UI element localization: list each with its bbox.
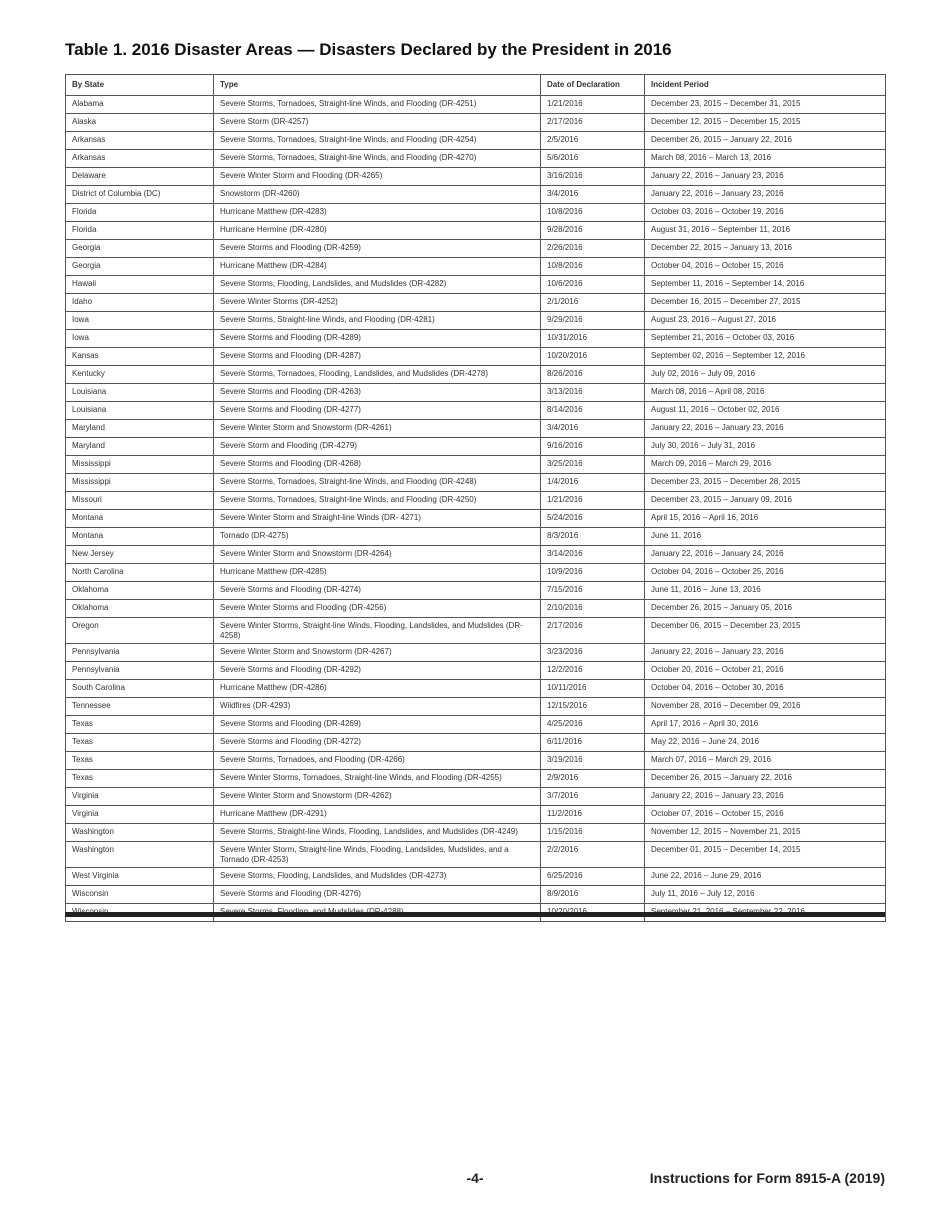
cell-period: May 22, 2016 – June 24, 2016 (645, 734, 886, 752)
cell-date: 3/13/2016 (541, 384, 645, 402)
cell-state: Pennsylvania (66, 662, 214, 680)
cell-date: 5/24/2016 (541, 510, 645, 528)
cell-state: Missouri (66, 492, 214, 510)
cell-state: Mississippi (66, 456, 214, 474)
cell-type: Severe Winter Storms (DR-4252) (214, 294, 541, 312)
cell-period: July 30, 2016 – July 31, 2016 (645, 438, 886, 456)
cell-state: New Jersey (66, 546, 214, 564)
cell-date: 4/25/2016 (541, 716, 645, 734)
cell-date: 3/23/2016 (541, 644, 645, 662)
cell-state: Kansas (66, 348, 214, 366)
cell-date: 8/9/2016 (541, 886, 645, 904)
column-header-period: Incident Period (645, 75, 886, 96)
cell-period: June 11, 2016 – June 13, 2016 (645, 582, 886, 600)
cell-period: July 02, 2016 – July 09, 2016 (645, 366, 886, 384)
cell-date: 3/16/2016 (541, 168, 645, 186)
cell-date: 3/14/2016 (541, 546, 645, 564)
cell-type: Severe Storms, Straight-line Winds, and Flooding (DR-4281) (214, 312, 541, 330)
table-row (66, 528, 886, 546)
cell-type: Tornado (DR-4275) (214, 528, 541, 546)
table-row (66, 186, 886, 204)
cell-type: Hurricane Hermine (DR-4280) (214, 222, 541, 240)
cell-state: Arkansas (66, 132, 214, 150)
cell-state: Washington (66, 824, 214, 842)
cell-period: October 04, 2016 – October 25, 2016 (645, 564, 886, 582)
table-row (66, 618, 886, 644)
cell-date: 3/4/2016 (541, 420, 645, 438)
cell-period: January 22, 2016 – January 24, 2016 (645, 546, 886, 564)
table-row (66, 546, 886, 564)
cell-period: August 11, 2016 – October 02, 2016 (645, 402, 886, 420)
cell-state: Virginia (66, 788, 214, 806)
cell-date: 2/5/2016 (541, 132, 645, 150)
table-row (66, 662, 886, 680)
table-row (66, 510, 886, 528)
table-row (66, 824, 886, 842)
cell-state: South Carolina (66, 680, 214, 698)
cell-period: September 02, 2016 – September 12, 2016 (645, 348, 886, 366)
cell-period: January 22, 2016 – January 23, 2016 (645, 644, 886, 662)
cell-period: January 22, 2016 – January 23, 2016 (645, 788, 886, 806)
table-row (66, 698, 886, 716)
table-row (66, 680, 886, 698)
cell-date: 6/11/2016 (541, 734, 645, 752)
cell-date: 10/31/2016 (541, 330, 645, 348)
cell-date: 3/7/2016 (541, 788, 645, 806)
table-row (66, 294, 886, 312)
cell-state: North Carolina (66, 564, 214, 582)
table-row (66, 276, 886, 294)
cell-state: West Virginia (66, 868, 214, 886)
cell-type: Severe Storms, Straight-line Winds, Flooding, Landslides, and Mudslides (DR-4249) (214, 824, 541, 842)
cell-period: January 22, 2016 – January 23, 2016 (645, 186, 886, 204)
cell-date: 1/15/2016 (541, 824, 645, 842)
cell-state: Idaho (66, 294, 214, 312)
cell-period: December 26, 2015 – January 22, 2016 (645, 770, 886, 788)
cell-state: Arkansas (66, 150, 214, 168)
cell-state: Montana (66, 528, 214, 546)
cell-date: 10/8/2016 (541, 204, 645, 222)
table-row (66, 644, 886, 662)
cell-type: Severe Storms and Flooding (DR-4272) (214, 734, 541, 752)
cell-period: March 09, 2016 – March 29, 2016 (645, 456, 886, 474)
cell-period: August 31, 2016 – September 11, 2016 (645, 222, 886, 240)
form-title: Instructions for Form 8915-A (2019) (649, 1170, 885, 1186)
table-row (66, 96, 886, 114)
cell-state: Washington (66, 842, 214, 868)
cell-date: 10/6/2016 (541, 276, 645, 294)
table-row (66, 168, 886, 186)
cell-period: November 12, 2015 – November 21, 2015 (645, 824, 886, 842)
cell-period: July 11, 2016 – July 12, 2016 (645, 886, 886, 904)
cell-period: June 11, 2016 (645, 528, 886, 546)
table-row (66, 456, 886, 474)
cell-date: 10/11/2016 (541, 680, 645, 698)
cell-state: Texas (66, 752, 214, 770)
cell-state: Alaska (66, 114, 214, 132)
cell-state: Florida (66, 204, 214, 222)
cell-type: Severe Winter Storm and Flooding (DR-4265) (214, 168, 541, 186)
cell-date: 10/9/2016 (541, 564, 645, 582)
cell-state: Maryland (66, 420, 214, 438)
cell-type: Severe Storms, Tornadoes, Straight-line Winds, and Flooding (DR-4270) (214, 150, 541, 168)
cell-state: Wisconsin (66, 886, 214, 904)
cell-state: Louisiana (66, 402, 214, 420)
cell-date: 8/26/2016 (541, 366, 645, 384)
disaster-areas-table (65, 74, 886, 922)
cell-type: Severe Winter Storms, Straight-line Winds, Flooding, Landslides, and Mudslides (DR-4258) (214, 618, 541, 644)
cell-state: Oklahoma (66, 582, 214, 600)
cell-period: January 22, 2016 – January 23, 2016 (645, 168, 886, 186)
cell-type: Severe Storms, Tornadoes, Flooding, Landslides, and Mudslides (DR-4278) (214, 366, 541, 384)
cell-type: Severe Storms and Flooding (DR-4289) (214, 330, 541, 348)
cell-date: 3/19/2016 (541, 752, 645, 770)
cell-type: Severe Storms and Flooding (DR-4269) (214, 716, 541, 734)
table-row (66, 222, 886, 240)
cell-date: 2/1/2016 (541, 294, 645, 312)
cell-state: Pennsylvania (66, 644, 214, 662)
cell-type: Severe Storms, Tornadoes, Straight-line Winds, and Flooding (DR-4254) (214, 132, 541, 150)
cell-period: November 28, 2016 – December 09, 2016 (645, 698, 886, 716)
cell-date: 2/10/2016 (541, 600, 645, 618)
table-row (66, 420, 886, 438)
cell-state: Delaware (66, 168, 214, 186)
cell-state: Florida (66, 222, 214, 240)
cell-type: Severe Storms, Tornadoes, Straight-line Winds, and Flooding (DR-4248) (214, 474, 541, 492)
cell-period: April 17, 2016 – April 30, 2016 (645, 716, 886, 734)
table-row (66, 582, 886, 600)
table-row (66, 788, 886, 806)
cell-type: Severe Winter Storm and Straight-line Winds (DR- 4271) (214, 510, 541, 528)
cell-state: Virginia (66, 806, 214, 824)
column-header-state: By State (66, 75, 214, 96)
cell-date: 12/2/2016 (541, 662, 645, 680)
table-row (66, 806, 886, 824)
table-row (66, 114, 886, 132)
cell-period: September 11, 2016 – September 14, 2016 (645, 276, 886, 294)
cell-date: 2/9/2016 (541, 770, 645, 788)
table-row (66, 716, 886, 734)
cell-type: Severe Storms, Flooding, Landslides, and Mudslides (DR-4273) (214, 868, 541, 886)
cell-date: 3/25/2016 (541, 456, 645, 474)
cell-type: Severe Storm (DR-4257) (214, 114, 541, 132)
cell-period: October 04, 2016 – October 30, 2016 (645, 680, 886, 698)
cell-period: December 01, 2015 – December 14, 2015 (645, 842, 886, 868)
footer-rule (65, 912, 885, 917)
cell-period: December 06, 2015 – December 23, 2015 (645, 618, 886, 644)
cell-state: Maryland (66, 438, 214, 456)
cell-state: Texas (66, 716, 214, 734)
cell-period: December 26, 2015 – January 22, 2016 (645, 132, 886, 150)
cell-state: Hawaii (66, 276, 214, 294)
table-row (66, 402, 886, 420)
column-header-date: Date of Declaration (541, 75, 645, 96)
cell-period: December 16, 2015 – December 27, 2015 (645, 294, 886, 312)
cell-date: 5/6/2016 (541, 150, 645, 168)
cell-period: August 23, 2016 – August 27, 2016 (645, 312, 886, 330)
table-row (66, 312, 886, 330)
cell-period: June 22, 2016 – June 29, 2016 (645, 868, 886, 886)
table-row (66, 258, 886, 276)
cell-period: December 23, 2015 – December 28, 2015 (645, 474, 886, 492)
table-row (66, 600, 886, 618)
cell-state: Oregon (66, 618, 214, 644)
cell-state: Montana (66, 510, 214, 528)
cell-state: Iowa (66, 312, 214, 330)
cell-type: Severe Storms, Tornadoes, Straight-line Winds, and Flooding (DR-4251) (214, 96, 541, 114)
cell-state: Georgia (66, 240, 214, 258)
table-row (66, 492, 886, 510)
cell-date: 9/16/2016 (541, 438, 645, 456)
table-body (66, 96, 886, 922)
cell-date: 10/20/2016 (541, 348, 645, 366)
page-number: -4- (466, 1170, 484, 1186)
cell-date: 1/4/2016 (541, 474, 645, 492)
cell-period: December 22, 2015 – January 13, 2016 (645, 240, 886, 258)
cell-date: 1/21/2016 (541, 96, 645, 114)
cell-period: March 07, 2016 – March 29, 2016 (645, 752, 886, 770)
cell-state: Oklahoma (66, 600, 214, 618)
cell-state: Tennessee (66, 698, 214, 716)
cell-date: 1/21/2016 (541, 492, 645, 510)
cell-period: September 21, 2016 – October 03, 2016 (645, 330, 886, 348)
cell-date: 2/26/2016 (541, 240, 645, 258)
cell-type: Severe Storms and Flooding (DR-4268) (214, 456, 541, 474)
cell-type: Severe Winter Storm and Snowstorm (DR-4261) (214, 420, 541, 438)
cell-type: Severe Winter Storm and Snowstorm (DR-4264) (214, 546, 541, 564)
table-row (66, 348, 886, 366)
table-row (66, 366, 886, 384)
cell-type: Hurricane Matthew (DR-4286) (214, 680, 541, 698)
cell-type: Severe Storms and Flooding (DR-4276) (214, 886, 541, 904)
cell-type: Severe Storms and Flooding (DR-4277) (214, 402, 541, 420)
cell-date: 9/29/2016 (541, 312, 645, 330)
table-row (66, 240, 886, 258)
cell-state: Georgia (66, 258, 214, 276)
cell-period: October 03, 2016 – October 19, 2016 (645, 204, 886, 222)
cell-period: December 23, 2015 – December 31, 2015 (645, 96, 886, 114)
cell-date: 10/8/2016 (541, 258, 645, 276)
cell-date: 2/17/2016 (541, 618, 645, 644)
cell-period: December 12, 2015 – December 15, 2015 (645, 114, 886, 132)
table-row (66, 564, 886, 582)
cell-date: 11/2/2016 (541, 806, 645, 824)
cell-type: Severe Storms and Flooding (DR-4287) (214, 348, 541, 366)
cell-date: 7/15/2016 (541, 582, 645, 600)
cell-period: April 15, 2016 – April 16, 2016 (645, 510, 886, 528)
table-row (66, 752, 886, 770)
table-row (66, 886, 886, 904)
table-row (66, 150, 886, 168)
table-title: Table 1. 2016 Disaster Areas — Disasters Declared by the President in 2016 (65, 40, 672, 59)
cell-state: Kentucky (66, 366, 214, 384)
cell-state: Mississippi (66, 474, 214, 492)
cell-date: 2/17/2016 (541, 114, 645, 132)
cell-type: Hurricane Matthew (DR-4284) (214, 258, 541, 276)
cell-date: 2/2/2016 (541, 842, 645, 868)
cell-period: January 22, 2016 – January 23, 2016 (645, 420, 886, 438)
cell-state: Louisiana (66, 384, 214, 402)
cell-type: Snowstorm (DR-4260) (214, 186, 541, 204)
table-row (66, 384, 886, 402)
table-row (66, 330, 886, 348)
cell-type: Severe Winter Storms, Tornadoes, Straight-line Winds, and Flooding (DR-4255) (214, 770, 541, 788)
cell-period: October 20, 2016 – October 21, 2016 (645, 662, 886, 680)
cell-period: March 08, 2016 – March 13, 2016 (645, 150, 886, 168)
table-row (66, 734, 886, 752)
cell-state: Iowa (66, 330, 214, 348)
cell-type: Severe Storms and Flooding (DR-4259) (214, 240, 541, 258)
cell-date: 9/28/2016 (541, 222, 645, 240)
cell-date: 8/14/2016 (541, 402, 645, 420)
cell-period: October 04, 2016 – October 15, 2016 (645, 258, 886, 276)
cell-date: 12/15/2016 (541, 698, 645, 716)
table-row (66, 868, 886, 886)
cell-type: Hurricane Matthew (DR-4291) (214, 806, 541, 824)
column-header-type: Type (214, 75, 541, 96)
cell-date: 6/25/2016 (541, 868, 645, 886)
cell-type: Severe Winter Storm, Straight-line Winds, Flooding, Landslides, Mudslides, and a Tornado (DR-4253) (214, 842, 541, 868)
cell-date: 3/4/2016 (541, 186, 645, 204)
cell-type: Severe Storms and Flooding (DR-4263) (214, 384, 541, 402)
cell-type: Severe Winter Storm and Snowstorm (DR-4262) (214, 788, 541, 806)
cell-state: District of Columbia (DC) (66, 186, 214, 204)
cell-type: Severe Storm and Flooding (DR-4279) (214, 438, 541, 456)
cell-type: Hurricane Matthew (DR-4283) (214, 204, 541, 222)
cell-type: Severe Storms and Flooding (DR-4292) (214, 662, 541, 680)
cell-state: Texas (66, 770, 214, 788)
cell-period: December 23, 2015 – January 09, 2016 (645, 492, 886, 510)
table-row (66, 132, 886, 150)
cell-state: Alabama (66, 96, 214, 114)
cell-date: 8/3/2016 (541, 528, 645, 546)
cell-period: December 26, 2015 – January 05, 2016 (645, 600, 886, 618)
cell-type: Severe Winter Storm and Snowstorm (DR-4267) (214, 644, 541, 662)
cell-type: Severe Storms, Tornadoes, Straight-line Winds, and Flooding (DR-4250) (214, 492, 541, 510)
cell-type: Severe Winter Storms and Flooding (DR-4256) (214, 600, 541, 618)
cell-period: October 07, 2016 – October 15, 2016 (645, 806, 886, 824)
table-header-row (66, 75, 886, 96)
cell-state: Texas (66, 734, 214, 752)
cell-type: Wildfires (DR-4293) (214, 698, 541, 716)
table-row (66, 438, 886, 456)
cell-type: Severe Storms, Flooding, Landslides, and Mudslides (DR-4282) (214, 276, 541, 294)
cell-type: Severe Storms, Tornadoes, and Flooding (DR-4266) (214, 752, 541, 770)
cell-type: Hurricane Matthew (DR-4285) (214, 564, 541, 582)
table-row (66, 204, 886, 222)
cell-type: Severe Storms and Flooding (DR-4274) (214, 582, 541, 600)
table-row (66, 842, 886, 868)
table-row (66, 770, 886, 788)
cell-period: March 08, 2016 – April 08, 2016 (645, 384, 886, 402)
table-row (66, 474, 886, 492)
